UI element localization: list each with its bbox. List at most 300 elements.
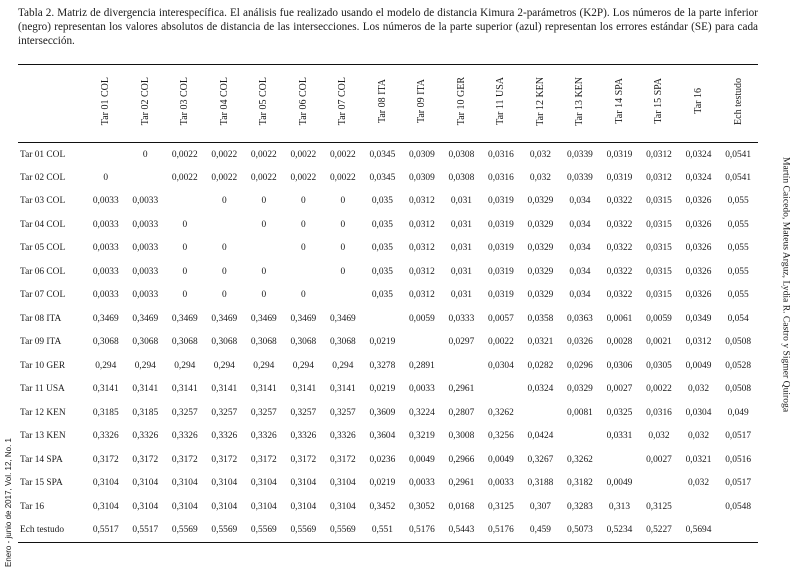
table-row [18, 472, 758, 496]
table-cell: 0,5694 [679, 519, 719, 543]
table-cell: 0,3469 [290, 313, 317, 324]
table-cell: 0,0329 [567, 384, 593, 395]
table-cell: 0,055 [727, 196, 749, 207]
table-cell: 0 [182, 266, 188, 277]
table-cell: 0,0308 [448, 172, 475, 183]
table-row [18, 237, 758, 261]
table-cell: 0,3469 [171, 313, 198, 324]
column-header [86, 65, 126, 143]
row-label: Tar 07 COL [20, 290, 66, 301]
table-cell: 0,0312 [408, 290, 435, 301]
table-cell: 0,0329 [527, 290, 554, 301]
table-cell: 0,3182 [567, 478, 593, 489]
table-cell [323, 284, 363, 308]
column-header [481, 65, 521, 143]
table-cell: 0,0322 [606, 196, 633, 207]
table-cell: 0,3257 [290, 407, 317, 418]
table-cell: 0,0309 [408, 172, 435, 183]
table-cell: 0,3185 [92, 407, 119, 418]
table-cell: 0,0363 [567, 313, 593, 324]
table-cell [639, 472, 679, 496]
table-cell: 0,0219 [369, 384, 396, 395]
table-cell: 0,0027 [606, 384, 633, 395]
table-cell: 0,3104 [132, 501, 159, 512]
table-cell: 0,3068 [290, 337, 317, 348]
table-cell: 0,035 [371, 219, 393, 230]
table-cell: 0,0049 [408, 454, 435, 465]
table-cell: 0,0322 [606, 243, 633, 254]
table-cell: 0,294 [292, 360, 314, 371]
table-cell: 0,3188 [527, 478, 554, 489]
table-cell: 0,0316 [488, 172, 514, 183]
table-cell: 0 [261, 266, 267, 277]
table-row [18, 495, 758, 519]
table-cell: 0,0324 [527, 384, 554, 395]
table-cell: 0,032 [687, 431, 710, 442]
table-cell: 0,0033 [92, 196, 119, 207]
table-cell: 0,0236 [369, 454, 396, 465]
table-cell: 0,0548 [725, 501, 752, 512]
table-cell: 0,3326 [92, 431, 119, 442]
table-cell: 0,294 [253, 360, 275, 371]
table-cell: 0,0333 [448, 313, 475, 324]
table-cell: 0,0517 [725, 431, 752, 442]
table-cell: 0,3172 [329, 454, 356, 465]
table-cell: 0,3469 [250, 313, 277, 324]
table-cell: 0,0028 [606, 337, 633, 348]
table-cell: 0,3262 [567, 454, 593, 465]
table-cell: 0,0033 [488, 478, 514, 489]
table-row [18, 190, 758, 214]
table-cell: 0,3609 [369, 407, 396, 418]
table-cell: 0,0508 [725, 384, 752, 395]
table-cell: 0,0022 [329, 149, 356, 160]
table-cell: 0,0033 [92, 219, 119, 230]
table-cell: 0,0022 [211, 172, 238, 183]
table-cell: 0,3257 [171, 407, 198, 418]
table-cell: 0,3141 [211, 384, 238, 395]
table-cell [165, 190, 205, 214]
column-header [363, 65, 403, 143]
column-header [600, 65, 640, 143]
table-cell: 0,0312 [408, 196, 435, 207]
table-cell: 0,0022 [290, 172, 317, 183]
table-cell: 0,3104 [211, 501, 238, 512]
table-cell: 0,5569 [205, 519, 245, 543]
table-cell: 0,031 [450, 196, 472, 207]
column-header [679, 65, 719, 143]
table-cell: 0,0312 [646, 172, 672, 183]
table-cell [402, 331, 442, 355]
table-cell [679, 495, 719, 519]
table-row [18, 519, 758, 543]
table-cell: 0,3125 [488, 501, 514, 512]
row-label: Tar 11 USA [20, 384, 65, 395]
table-cell: 0,0329 [527, 219, 554, 230]
header-row [18, 65, 758, 143]
row-label: Tar 05 COL [20, 243, 66, 254]
column-header [560, 65, 600, 143]
table-cell: 0 [182, 243, 188, 254]
table-cell: 0,0322 [606, 266, 633, 277]
table-cell: 0 [340, 243, 346, 254]
table-cell: 0,0168 [448, 501, 475, 512]
table-cell: 0,0027 [646, 454, 672, 465]
table-cell: 0,0297 [448, 337, 475, 348]
table-cell: 0,3172 [290, 454, 317, 465]
table-cell [244, 237, 284, 261]
table-cell [126, 166, 166, 190]
table-cell: 0,0424 [527, 431, 554, 442]
column-header [244, 65, 284, 143]
table-cell: 0,0059 [408, 313, 435, 324]
table-cell: 0 [340, 266, 346, 277]
table-cell: 0,034 [569, 219, 591, 230]
table-cell: 0,0324 [685, 149, 712, 160]
table-cell: 0,0312 [408, 266, 435, 277]
table-cell: 0,0321 [527, 337, 554, 348]
table-cell: 0,0057 [488, 313, 514, 324]
table-cell: 0,0541 [725, 172, 752, 183]
table-cell: 0,0315 [646, 243, 672, 254]
table-cell: 0,3141 [92, 384, 119, 395]
table-cell: 0,031 [450, 243, 472, 254]
table-cell: 0,3104 [290, 478, 317, 489]
column-header [402, 65, 442, 143]
table-cell: 0,0319 [488, 243, 514, 254]
table-cell: 0,3278 [369, 360, 396, 371]
table-cell: 0,0322 [606, 219, 633, 230]
table-cell: 0,0358 [527, 313, 554, 324]
row-label: Ech testudo [18, 519, 86, 543]
table-cell: 0,0306 [606, 360, 633, 371]
column-header-label: Ech testudo [732, 77, 744, 125]
table-cell: 0,3452 [369, 501, 396, 512]
table-cell: 0,551 [363, 519, 403, 543]
table-cell: 0,3104 [250, 478, 277, 489]
authors-text: Martín Caicedo, Mateus Arguz, Lydia R. Castro y Sigmer Quiroga [780, 157, 792, 413]
table-cell: 0 [261, 219, 267, 230]
table-cell: 0,034 [569, 290, 591, 301]
running-authors [779, 40, 793, 530]
column-header [126, 65, 166, 143]
table-cell: 0,0049 [488, 454, 514, 465]
table-cell: 0,0517 [725, 478, 752, 489]
table-cell: 0,0059 [646, 313, 672, 324]
table-cell: 0 [300, 196, 306, 207]
table-cell: 0 [182, 290, 188, 301]
table-cell: 0,0033 [132, 290, 159, 301]
table-cell: 0,0315 [646, 196, 672, 207]
table-cell: 0,3125 [646, 501, 672, 512]
table-cell: 0,0315 [646, 219, 672, 230]
table-cell: 0,3469 [211, 313, 238, 324]
table-cell: 0,0022 [646, 384, 672, 395]
table-cell: 0,3172 [132, 454, 159, 465]
row-label: Tar 14 SPA [20, 454, 63, 465]
table-cell: 0,0329 [527, 266, 554, 277]
table-cell: 0,3104 [92, 501, 119, 512]
table-cell: 0,3068 [329, 337, 356, 348]
table-cell: 0,2807 [448, 407, 475, 418]
table-cell: 0,035 [371, 196, 393, 207]
table-row [18, 260, 758, 284]
table-cell: 0,3326 [250, 431, 277, 442]
table-cell: 0,0329 [527, 243, 554, 254]
table-cell: 0,3326 [171, 431, 198, 442]
table-cell [521, 401, 561, 425]
column-header-label: Tar 07 COL [337, 76, 349, 126]
table-cell: 0,5227 [639, 519, 679, 543]
table-cell: 0,0022 [211, 149, 238, 160]
table-row [18, 448, 758, 472]
table-cell: 0 [182, 219, 188, 230]
table-cell: 0,3172 [92, 454, 119, 465]
corner-cell [18, 65, 86, 143]
table-cell: 0,3104 [329, 478, 356, 489]
table-cell: 0,0329 [527, 196, 554, 207]
table-cell: 0 [221, 290, 227, 301]
table-cell: 0,0326 [685, 243, 712, 254]
table-cell: 0,0541 [725, 149, 752, 160]
table-cell: 0,3104 [250, 501, 277, 512]
table-cell: 0,032 [529, 172, 551, 183]
table-cell: 0 [340, 196, 346, 207]
column-header-label: Tar 10 GER [455, 76, 467, 126]
divergence-table [18, 64, 758, 543]
running-issue [2, 440, 14, 565]
table-cell [481, 378, 521, 402]
table-cell: 0,3104 [171, 501, 198, 512]
table-cell: 0 [300, 290, 306, 301]
table-cell: 0,0219 [369, 337, 396, 348]
table-cell [363, 307, 403, 331]
table-cell: 0,3052 [408, 501, 435, 512]
table-cell: 0,0033 [92, 243, 119, 254]
column-header [718, 65, 758, 143]
table-cell: 0,0325 [606, 407, 633, 418]
table-cell: 0,035 [371, 243, 393, 254]
column-header [205, 65, 245, 143]
table-cell: 0,049 [727, 407, 749, 418]
table-cell: 0,0349 [685, 313, 712, 324]
table-cell: 0,0345 [369, 172, 396, 183]
table-cell: 0,3141 [290, 384, 317, 395]
table-cell: 0,5443 [442, 519, 482, 543]
row-label: Tar 08 ITA [20, 313, 62, 324]
table-cell: 0,3326 [211, 431, 238, 442]
table-cell: 0,0508 [725, 337, 752, 348]
table-cell: 0 [300, 219, 306, 230]
column-header-label: Tar 08 ITA [376, 78, 388, 124]
table-cell: 0,5234 [600, 519, 640, 543]
table-cell: 0,3172 [171, 454, 198, 465]
table-cell: 0 [261, 290, 267, 301]
table-cell: 0,032 [687, 478, 710, 489]
table-row [18, 378, 758, 402]
table-cell: 0,3141 [171, 384, 198, 395]
table-cell: 0,3469 [132, 313, 159, 324]
table-cell: 0,0282 [527, 360, 554, 371]
table-cell: 0,0304 [685, 407, 712, 418]
table-cell: 0,0308 [448, 149, 475, 160]
table-row [18, 331, 758, 355]
table-cell: 0,3604 [369, 431, 396, 442]
table-cell: 0,0081 [567, 407, 593, 418]
table-cell: 0,0315 [646, 290, 672, 301]
table-cell: 0,3267 [527, 454, 554, 465]
table-cell: 0,0033 [92, 290, 119, 301]
table-cell: 0,035 [371, 290, 393, 301]
table-cell: 0,0312 [685, 337, 712, 348]
table-cell: 0,3257 [329, 407, 356, 418]
table-cell: 0,5073 [560, 519, 600, 543]
table-cell: 0,0316 [646, 407, 672, 418]
table-cell: 0,0315 [646, 266, 672, 277]
table-cell: 0 [142, 149, 148, 160]
table-cell: 0,0309 [408, 149, 435, 160]
table-row [18, 213, 758, 237]
table-cell: 0,3257 [250, 407, 277, 418]
table-cell: 0,3104 [211, 478, 238, 489]
table-cell [442, 354, 482, 378]
table-cell: 0,0296 [567, 360, 593, 371]
column-header-label: Tar 04 COL [218, 76, 230, 126]
table-cell: 0,3185 [132, 407, 159, 418]
table-cell: 0,0033 [132, 266, 159, 277]
column-header-label: Tar 02 COL [139, 76, 151, 126]
row-label: Tar 16 [20, 501, 45, 512]
table-cell: 0,034 [569, 196, 591, 207]
table-cell: 0,0321 [685, 454, 712, 465]
table-cell: 0,0033 [132, 219, 159, 230]
table-row [18, 166, 758, 190]
table-cell: 0,0319 [488, 290, 514, 301]
table-cell: 0,0022 [171, 149, 198, 160]
table-cell: 0,0319 [488, 219, 514, 230]
table-cell: 0,0339 [567, 149, 593, 160]
column-header-label: Tar 13 KEN [574, 76, 586, 126]
table-cell [205, 213, 245, 237]
table-cell: 0,5517 [86, 519, 126, 543]
table-caption: Tabla 2. Matriz de divergencia interespecífica. El análisis fue realizado usando el modelo de distancia Kimura 2-parámetros (K2P). Los números de la parte inferior (negro) representan los valores absolutos de distancia de las intersecciones. Los números de la parte superior (azul) representan los errores estándar (SE) para cada intersección. [18, 7, 758, 48]
table-row [18, 425, 758, 449]
table-cell: 0,032 [687, 384, 710, 395]
table-cell: 0,031 [450, 266, 472, 277]
table-cell: 0,0319 [606, 149, 633, 160]
row-label: Tar 09 ITA [20, 337, 62, 348]
table-cell: 0,0326 [685, 290, 712, 301]
table-cell: 0,0033 [408, 478, 435, 489]
table-cell: 0,032 [648, 431, 670, 442]
table-row [18, 143, 758, 167]
table-cell: 0,0319 [488, 266, 514, 277]
table-cell: 0,0326 [567, 337, 593, 348]
column-header-label: Tar 01 COL [100, 76, 112, 126]
table-cell: 0,307 [529, 501, 551, 512]
table-cell [86, 143, 126, 167]
table-cell: 0,0319 [606, 172, 633, 183]
table-cell: 0,3172 [211, 454, 238, 465]
table-cell: 0,055 [727, 219, 749, 230]
table-cell: 0,3326 [329, 431, 356, 442]
column-header [521, 65, 561, 143]
table-cell: 0,0033 [92, 266, 119, 277]
table-cell: 0,0331 [606, 431, 633, 442]
table-row [18, 284, 758, 308]
table-cell: 0,032 [529, 149, 551, 160]
table-cell: 0,031 [450, 290, 472, 301]
table-cell: 0,3068 [211, 337, 238, 348]
table-cell: 0,3104 [290, 501, 317, 512]
table-cell: 0,0312 [408, 219, 435, 230]
column-header [442, 65, 482, 143]
table-cell: 0,055 [727, 290, 749, 301]
table-cell: 0,0049 [685, 360, 712, 371]
table-cell: 0,0319 [488, 196, 514, 207]
column-header [639, 65, 679, 143]
table-cell: 0,0316 [488, 149, 514, 160]
table-cell: 0,0345 [369, 149, 396, 160]
table-cell: 0 [221, 266, 227, 277]
column-header-label: Tar 14 SPA [613, 78, 625, 124]
table-cell: 0,034 [569, 266, 591, 277]
table-cell: 0,0049 [606, 478, 633, 489]
table-cell: 0,3068 [92, 337, 119, 348]
table-cell: 0,2961 [448, 384, 475, 395]
table-cell: 0,3104 [92, 478, 119, 489]
row-label: Tar 13 KEN [20, 431, 66, 442]
row-label: Tar 02 COL [20, 172, 66, 183]
table-cell: 0,294 [213, 360, 235, 371]
table-cell: 0,5569 [323, 519, 363, 543]
table-cell: 0,031 [450, 219, 472, 230]
table-cell: 0,0022 [329, 172, 356, 183]
table-cell [284, 260, 324, 284]
table-cell: 0,294 [332, 360, 354, 371]
table-cell: 0,0022 [250, 149, 277, 160]
table-cell: 0,0339 [567, 172, 593, 183]
table-cell: 0,3104 [171, 478, 198, 489]
table-cell: 0,0312 [646, 149, 672, 160]
column-header [284, 65, 324, 143]
table-cell: 0 [221, 243, 227, 254]
table-cell: 0,5176 [481, 519, 521, 543]
table-cell: 0,5517 [126, 519, 166, 543]
table-cell: 0,0022 [250, 172, 277, 183]
table-cell [560, 425, 600, 449]
table-cell: 0,0022 [171, 172, 198, 183]
table-cell: 0,294 [95, 360, 117, 371]
table-cell: 0,0312 [408, 243, 435, 254]
table-cell: 0,0324 [685, 172, 712, 183]
table-cell: 0,0033 [408, 384, 435, 395]
table-cell: 0,313 [608, 501, 630, 512]
table-cell: 0,0033 [132, 243, 159, 254]
table-cell: 0,2961 [448, 478, 475, 489]
column-header-label: Tar 15 SPA [653, 78, 665, 124]
row-label: Tar 03 COL [20, 196, 66, 207]
row-label: Tar 10 GER [20, 360, 66, 371]
table-cell: 0,459 [521, 519, 561, 543]
table-cell: 0,3104 [329, 501, 356, 512]
divergence-matrix [18, 64, 758, 543]
table-cell: 0,3068 [132, 337, 159, 348]
column-header [323, 65, 363, 143]
table-cell: 0,3068 [171, 337, 198, 348]
column-header-label: Tar 05 COL [258, 76, 270, 126]
table-cell: 0,0326 [685, 266, 712, 277]
